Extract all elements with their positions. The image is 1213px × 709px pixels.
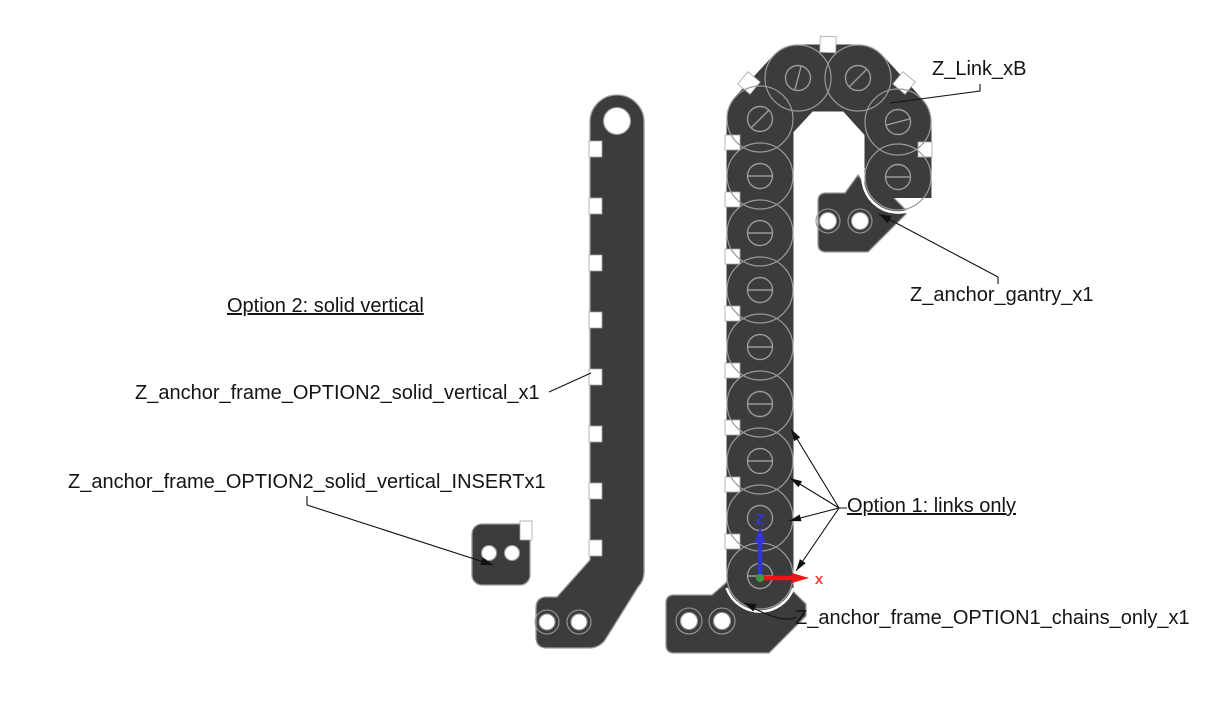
x-axis-label: x bbox=[814, 571, 824, 588]
label-option2-insert: Z_anchor_frame_OPTION2_solid_vertical_INSERTx1 bbox=[68, 471, 546, 493]
label-option1-header: Option 1: links only bbox=[847, 495, 1016, 517]
leader-option2-frame bbox=[549, 373, 591, 392]
leader-option2-insert bbox=[307, 496, 493, 565]
part-holes bbox=[482, 108, 869, 631]
origin-dot bbox=[756, 574, 764, 582]
label-z-anchor-gantry: Z_anchor_gantry_x1 bbox=[910, 284, 1094, 306]
label-option1-frame: Z_anchor_frame_OPTION1_chains_only_x1 bbox=[795, 607, 1190, 629]
leader-z-anchor-gantry bbox=[879, 214, 998, 284]
z-axis-label: Z bbox=[755, 511, 765, 528]
label-z-link: Z_Link_xB bbox=[932, 58, 1027, 80]
label-option2-header: Option 2: solid vertical bbox=[227, 295, 424, 317]
leader-option1-fan bbox=[789, 429, 847, 571]
part-chain-links bbox=[760, 78, 898, 598]
label-option2-frame: Z_anchor_frame_OPTION2_solid_vertical_x1 bbox=[135, 382, 540, 404]
